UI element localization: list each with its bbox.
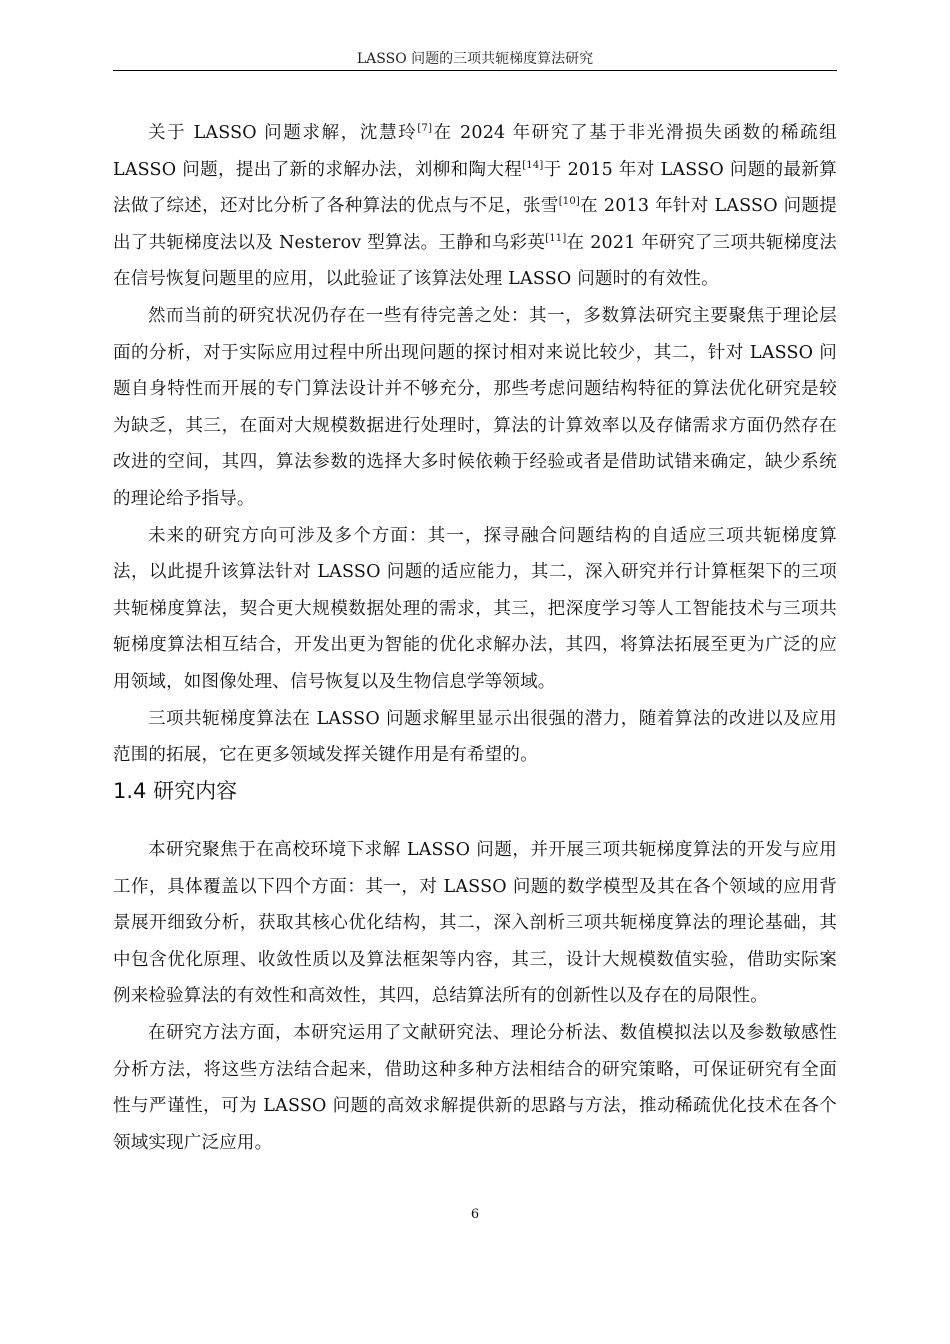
text-segment: 在 2021 年研究了三项共轭梯度法在信号恢复问题里的应用，以此验证了该算法处理 LASSO 问题时的有效性。 — [113, 232, 837, 290]
running-header: LASSO 问题的三项共轭梯度算法研究 — [356, 51, 594, 67]
paragraph-research-content: 本研究聚焦于在高校环境下求解 LASSO 问题，并开展三项共轭梯度算法的开发与应用工作，具体覆盖以下四个方面：其一，对 LASSO 问题的数学模型及其在各个领域的应用背景展开细致分析，获取其核心优化结构，其二，深入剖析三项共轭梯度算法的理论基础，其中包含优化原理、收敛性质以及算法框架等内容，其三，设计大规模数值实验，借助实际案例来检验算法的有效性和高效性，其四，总结算法所有的创新性以及存在的局限性。 — [113, 840, 837, 1007]
section-heading: 1.4 研究内容 — [113, 779, 238, 803]
body-text-upper — [113, 115, 837, 774]
body-text-lower — [113, 832, 837, 1161]
citation-ref[interactable]: [10] — [558, 196, 581, 208]
header-rule — [113, 70, 837, 71]
citation-ref[interactable]: [11] — [545, 232, 567, 244]
paragraph-research-methods: 在研究方法方面，本研究运用了文献研究法、理论分析法、数值模拟法以及参数敏感性分析方法，将这些方法结合起来，借助这种多种方法相结合的研究策略，可保证研究有全面性与严谨性，可为 LASSO 问题的高效求解提供新的思路与方法，推动稀疏优化技术在各个领域实现广泛应用。 — [113, 1022, 837, 1153]
citation-ref[interactable]: [14] — [522, 159, 544, 171]
page-number: 6 — [470, 1207, 480, 1222]
text-segment: 关于 LASSO 问题求解，沈慧玲 — [148, 123, 418, 143]
citation-ref[interactable]: [7] — [417, 123, 433, 134]
paragraph-future-directions: 未来的研究方向可涉及多个方面：其一，探寻融合问题结构的自适应三项共轭梯度算法，以此提升该算法针对 LASSO 问题的适应能力，其二，深入研究并行计算框架下的三项共轭梯度算法，契合更大规模数据处理的需求，其三，把深度学习等人工智能技术与三项共轭梯度算法相互结合，开发出更为智能的优化求解办法，其四，将算法拓展至更为广泛的应用领域，如图像处理、信号恢复以及生物信息学等领域。 — [113, 525, 837, 692]
text-segment: 于 2015 年对 LASSO 问题的最新算法做了综述，还对比分析了各种算法的优点与不足，张雪 — [113, 159, 837, 217]
text-segment: 在 2024 年研究了基于非光滑损失函数的稀疏组 LASSO 问题，提出了新的求解办法，刘柳和陶大程 — [113, 123, 837, 180]
paragraph-prior-work — [113, 115, 837, 298]
text-segment: 在 2013 年针对 LASSO 问题提出了共轭梯度法以及 Nesterov 型算法。王静和乌彩英 — [113, 196, 838, 253]
paragraph-summary: 三项共轭梯度算法在 LASSO 问题求解里显示出很强的潜力，随着算法的改进以及应用范围的拓展，它在更多领域发挥关键作用是有希望的。 — [113, 708, 837, 766]
paragraph-shortcomings: 然而当前的研究状况仍存在一些有待完善之处：其一，多数算法研究主要聚焦于理论层面的分析，对于实际应用过程中所出现问题的探讨相对来说比较少，其二，针对 LASSO 问题自身特性而开展的专门算法设计并不够充分，那些考虑问题结构特征的算法优化研究是较为缺乏，其三，在面对大规模数据进行处理时，算法的计算效率以及存储需求方面仍然存在改进的空间，其四，算法参数的选择大多时候依赖于经验或者是借助试错来确定，缺少系统的理论给予指导。 — [113, 305, 837, 509]
